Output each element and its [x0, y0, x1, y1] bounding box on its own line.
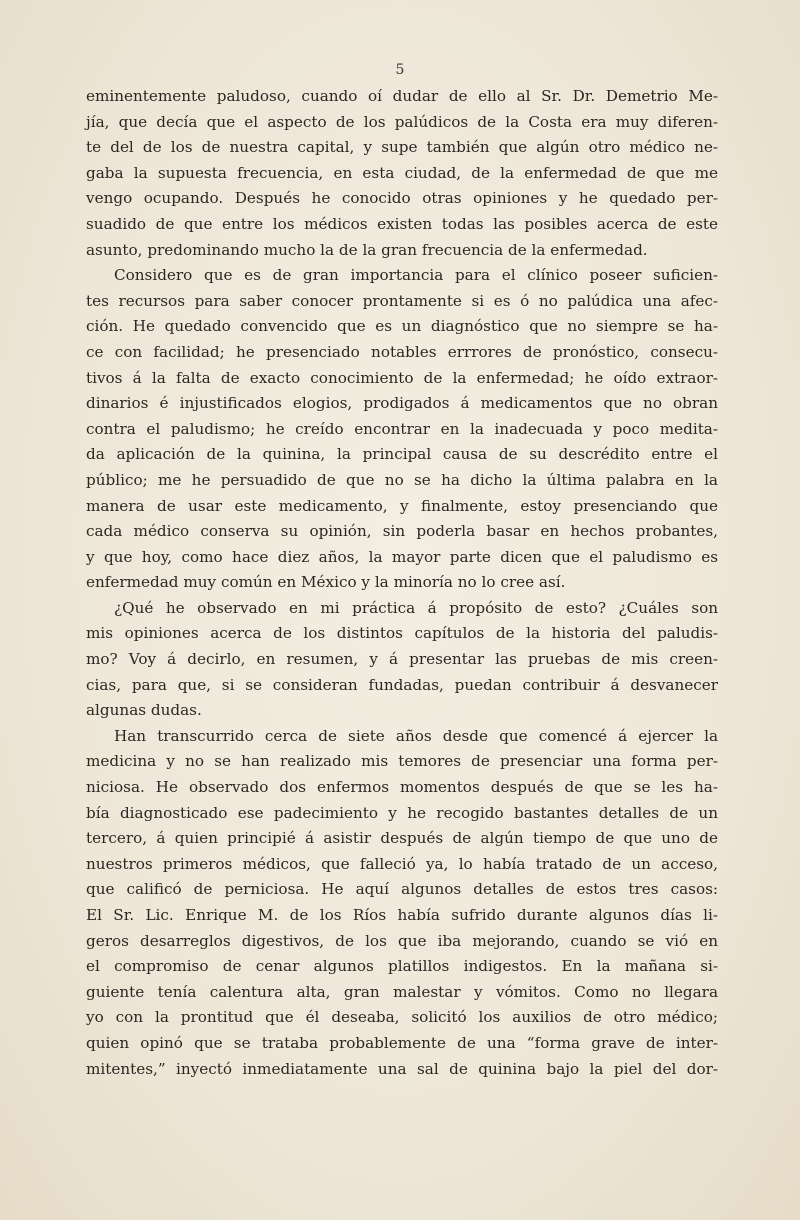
text-line: y que hoy, como hace diez años, la mayor parte dicen que el paludismo es [86, 547, 718, 566]
text-line: da aplicación de la quinina, la principal causa de su descrédito entre el [86, 445, 718, 464]
text-line: te del de los de nuestra capital, y supe también que algún otro médico ne- [86, 138, 718, 157]
text-line: mis opiniones acerca de los distintos capítulos de la historia del paludis- [86, 624, 718, 643]
text-line: tercero, á quien principié á asistir después de algún tiempo de que uno de [86, 829, 718, 848]
text-line: ce con facilidad; he presenciado notables errrores de pronóstico, consecu- [86, 342, 718, 361]
text-line: mitentes,” inyectó inmediatamente una sal de quinina bajo la piel del dor- [86, 1059, 718, 1078]
text-line: gaba la supuesta frecuencia, en esta ciudad, de la enfermedad de que me [86, 163, 718, 182]
text-line: ción. He quedado convencido que es un diagnóstico que no siempre se ha- [86, 317, 718, 336]
text-line: vengo ocupando. Después he conocido otras opiniones y he quedado per- [86, 189, 718, 208]
text-line: yo con la prontitud que él deseaba, solicitó los auxilios de otro médico; [86, 1008, 718, 1027]
text-line: manera de usar este medicamento, y finalmente, estoy presenciando que [86, 496, 718, 515]
text-line: ¿Qué he observado en mi práctica á propósito de esto? ¿Cuáles son [114, 598, 718, 617]
text-line: nuestros primeros médicos, que falleció ya, lo había tratado de un acceso, [86, 854, 718, 873]
text-line: tivos á la falta de exacto conocimiento de la enfermedad; he oído extraor- [86, 368, 718, 387]
text-line: cada médico conserva su opinión, sin poderla basar en hechos probantes, [86, 522, 718, 541]
text-line: cias, para que, si se consideran fundadas, puedan contribuir á desvanecer [86, 675, 718, 694]
text-line: contra el paludismo; he creído encontrar en la inadecuada y poco medita- [86, 419, 718, 438]
text-line: público; me he persuadido de que no se ha dicho la última palabra en la [86, 470, 718, 489]
text-line: mo? Voy á decirlo, en resumen, y á presentar las pruebas de mis creen- [86, 650, 718, 669]
text-line: eminentemente paludoso, cuando oí dudar de ello al Sr. Dr. Demetrio Me- [86, 87, 718, 105]
text-line: niciosa. He observado dos enfermos momentos después de que se les ha- [86, 778, 718, 797]
text-line: El Sr. Lic. Enrique M. de los Ríos había sufrido durante algunos días li- [86, 906, 718, 924]
text-line: guiente tenía calentura alta, gran malestar y vómitos. Como no llegara [86, 982, 718, 1001]
text-line: Considero que es de gran importancia para el clínico poseer suficien- [114, 266, 718, 285]
body-text [86, 84, 718, 1082]
text-line: el compromiso de cenar algunos platillos indigestos. En la mañana si- [86, 957, 718, 976]
text-line: quien opinó que se trataba probablemente de una “forma grave de inter- [86, 1033, 718, 1052]
text-line: algunas dudas. [86, 701, 202, 720]
text-line: medicina y no se han realizado mis temores de presenciar una forma per- [86, 752, 718, 771]
text-line: enfermedad muy común en México y la minoría no lo cree así. [86, 573, 566, 592]
text-line: jía, que decía que el aspecto de los palúdicos de la Costa era muy diferen- [86, 112, 718, 131]
text-line: tes recursos para saber conocer prontamente si es ó no palúdica una afec- [86, 291, 718, 310]
page-number: 5 [395, 62, 405, 78]
text-line: que calificó de perniciosa. He aquí algunos detalles de estos tres casos: [86, 880, 718, 899]
text-line: suadido de que entre los médicos existen todas las posibles acerca de este [86, 214, 718, 233]
text-line: dinarios é injustificados elogios, prodigados á medicamentos que no obran [86, 394, 718, 413]
text-line: asunto, predominando mucho la de la gran frecuencia de la enfermedad. [86, 240, 648, 259]
text-line: Han transcurrido cerca de siete años desde que comencé á ejercer la [114, 726, 718, 745]
text-line: bía diagnosticado ese padecimiento y he recogido bastantes detalles de un [86, 803, 718, 822]
text-line: geros desarreglos digestivos, de los que iba mejorando, cuando se vió en [86, 931, 718, 950]
